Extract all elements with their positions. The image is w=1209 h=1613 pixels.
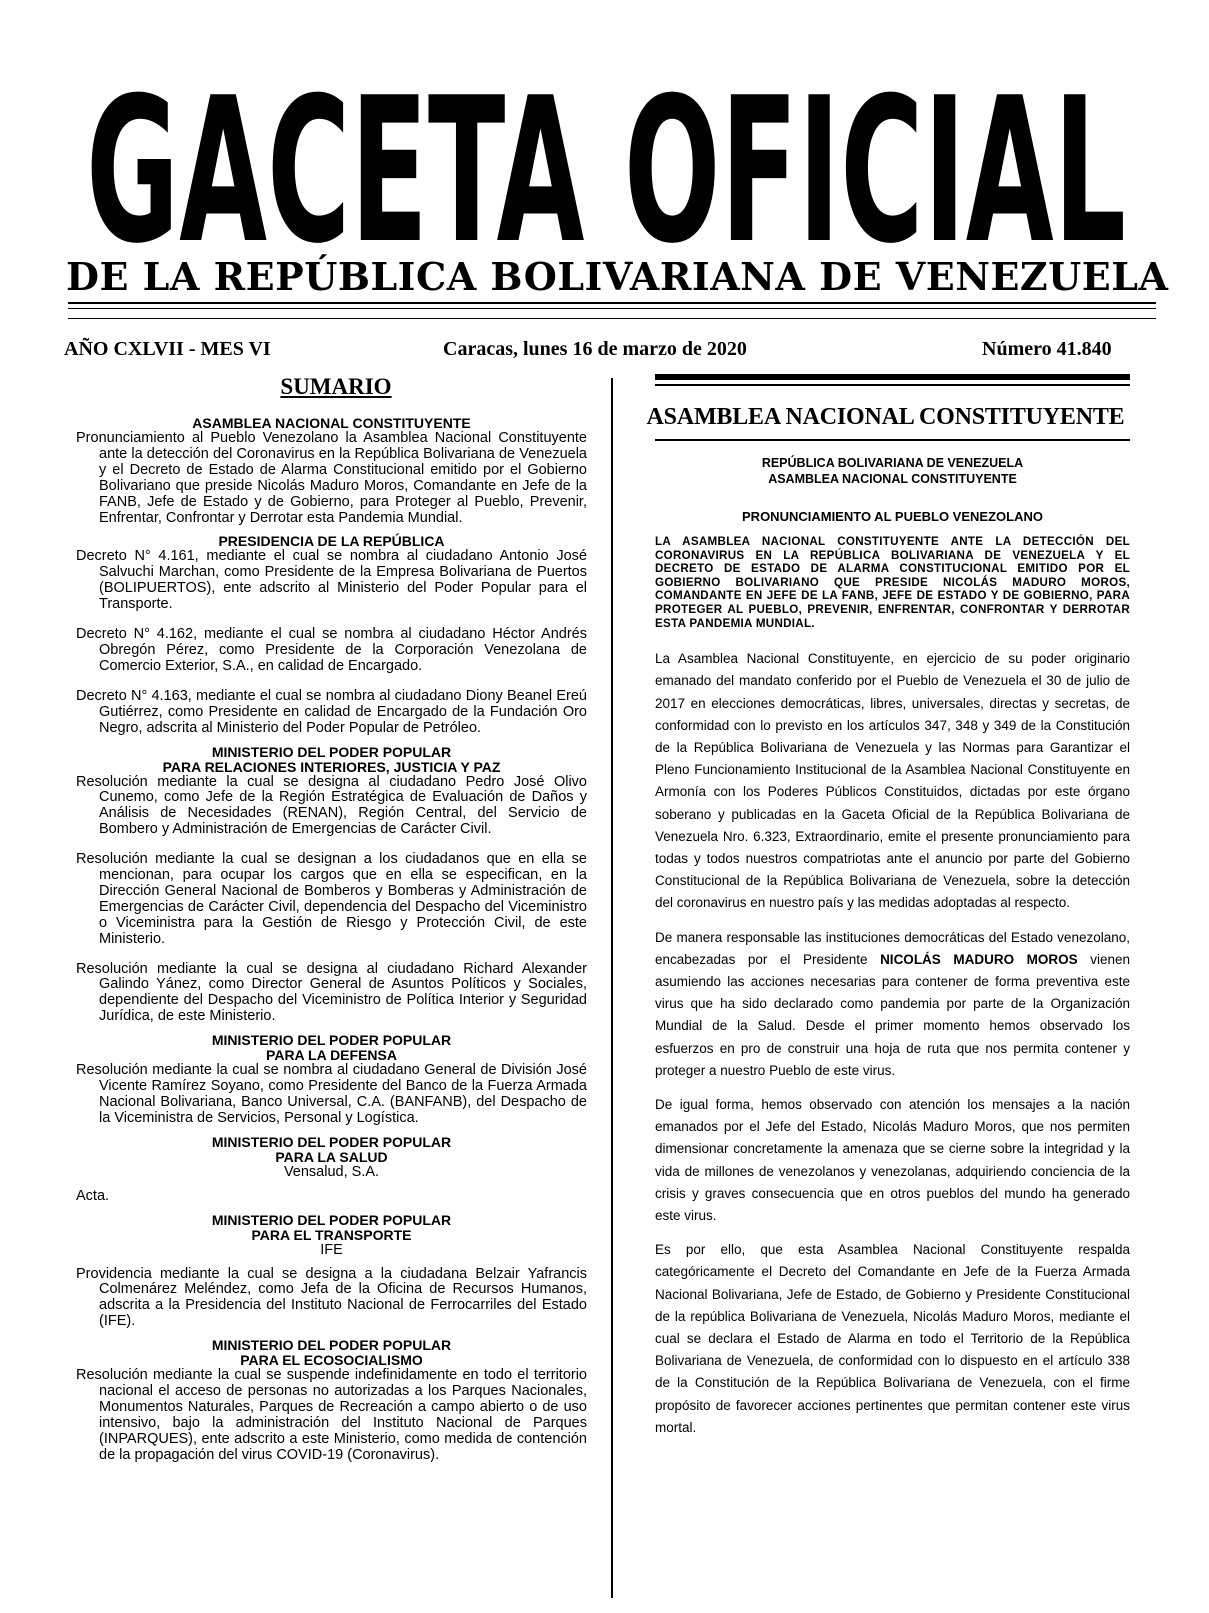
sumario-entry: Acta. [76,1187,110,1204]
pronouncement-intro: LA ASAMBLEA NACIONAL CONSTITUYENTE ANTE LA DETECCIÓN DEL CORONAVIRUS EN LA REPÚBLICA BOLIVARIANA DE VENEZUELA Y EL DECRETO DE ESTADO DE ALARMA CONSTITUCIONAL EMITIDO POR EL GOBIERNO BOLIVARIANO QUE PRESIDE NICOLÁS MADURO MOROS, COMANDANTE EN JEFE DE LA FANB, JEFE DE ESTADO Y DE GOBIERNO, PARA PROTEGER AL PUEBLO, PREVENIR, ENFRENTAR, CONFRONTAR Y DERROTAR ESTA PANDEMIA MUNDIAL. [655,535,1130,630]
header-rule-mid [68,318,1156,319]
article-paragraph: La Asamblea Nacional Constituyente, en ejercicio de su poder originario emanado del mandato conferido por el Pueblo de Venezuela el 30 de julio de 2017 en elecciones democráticas, libres, universales, directas y secretas, de conformidad con lo previsto en los artículos 347, 348 y 349 de la Constitución de la República Bolivariana de Venezuela y las Normas para Garantizar el Pleno Funcionamiento Institucional de la Asamblea Nacional Constituyente en Armonía con los Poderes Públicos Constituidos, dictadas por este órgano soberano y publicadas en la Gaceta Oficial de la República Bolivariana de Venezuela Nro. 6.323, Extraordinario, emite el presente pronunciamiento para todas y todos nuestros compatriotas ante el anuncio por parte del Gobierno Constitucional de la República Bolivariana de Venezuela, sobre la detección del coronavirus en nuestro país y las medidas adoptadas al respecto. [655,651,1130,911]
sumario-subheading: Vensalud, S.A. [283,1163,380,1180]
header-rule-top-thin [68,308,1156,309]
article-section-title: ASAMBLEA NACIONAL CONSTITUYENTE [646,404,1125,430]
sumario-section-heading: PRESIDENCIA DE LA REPÚBLICA [218,533,445,550]
article-paragraph [655,927,1130,1082]
sumario-section-heading: MINISTERIO DEL PODER POPULAR [211,1133,452,1150]
sumario-entry: Resolución mediante la cual se designa al ciudadano Pedro José Olivo Cunemo, como Jefe de la Región Estratégica de Evaluación de Daños y Análisis de Necesidades (RENAN), Región Central, del Servicio de Bombero y Administración de Emergencias de Carácter Civil. [76,773,587,838]
paragraph-text: vienen asumiendo las acciones necesarias para contener de forma preventiva este virus que ha sido declarado como pandemia por parte de la Organización Mundial de la Salud. Desde el primer momento hemos observado los esfuerzos en pro de construir una hoja de ruta que nos permita contener y proteger a nuestro Pueblo de este virus. [655,951,1130,1078]
sumario-section-heading: PARA LA SALUD [275,1148,388,1165]
sumario-subheading: IFE [320,1241,343,1258]
article-column [646,374,1130,1439]
sumario-title: SUMARIO [280,374,392,399]
sumario-section-heading: MINISTERIO DEL PODER POPULAR [211,1032,452,1049]
issue-date: Caracas, lunes 16 de marzo de 2020 [443,338,747,360]
sumario-section-heading: ASAMBLEA NACIONAL CONSTITUYENTE [192,415,471,431]
sumario-section-heading: MINISTERIO DEL PODER POPULAR [211,743,452,760]
article-paragraph: Es por ello, que esta Asamblea Nacional Constituyente respalda categóricamente el Decreto del Comandante en Jefe de la Fuerza Armada Nacional Bolivariana, Jefe de Estado, de Gobierno y Presidente Constitucional de la república Bolivariana de Venezuela, Nicolás Maduro Moros, mediante el cual se declara el Estado de Alarma en todo el Territorio de la República Bolivariana de Venezuela, de conformidad con lo dispuesto en el artículo 338 de la Constitución de la República Bolivariana de Venezuela, con el firme propósito de favorecer acciones pertinentes que permitan contener este virus mortal. [655,1242,1130,1435]
sumario-entry: Decreto N° 4.163, mediante el cual se nombra al ciudadano Diony Beanel Ereú Gutiérrez, como Presidente en calidad de Encargado de la Fundación Oro Negro, adscrita al Ministerio del Poder Popular de Petróleo. [76,687,587,736]
sumario-entry: Resolución mediante la cual se suspende indefinidamente en todo el territorio nacional el acceso de personas no autorizadas a los Parques Nacionales, Monumentos Naturales, Parques de Recreación a campo abierto o de uso intensivo, bajo la administración del Instituto Nacional de Parques (INPARQUES), ente adscrito a este Ministerio, como medida de contención de la propagación del virus COVID-19 (Coronavirus). [76,1367,587,1463]
masthead-logo [66,70,1146,248]
sumario-column [76,374,587,1464]
article-header-line2: ASAMBLEA NACIONAL CONSTITUYENTE [768,472,1017,486]
sumario-entry: Resolución mediante la cual se designan a los ciudadanos que en ella se mencionan, para ocupar los cargos que en ella se especifican, en la Dirección General Nacional de Bomberos y Bomberas y Administración de Emergencias de Carácter Civil, dependencia del Despacho del Viceministro o Viceministra para la Gestión de Riesgo y Protección Civil, de este Ministerio. [76,851,587,947]
sumario-section-heading: PARA EL ECOSOCIALISMO [240,1352,423,1369]
paragraph-text: De manera responsable las instituciones democráticas del Estado venezolano, encabezadas por el Presidente [655,929,1130,967]
sumario-section-heading: PARA RELACIONES INTERIORES, JUSTICIA Y PAZ [162,758,501,775]
sumario-entry: Decreto N° 4.162, mediante el cual se nombra al ciudadano Héctor Andrés Obregón Pérez, como Presidente de la Corporación Venezolana de Comercio Exterior, S.A., en calidad de Encargado. [76,626,587,674]
issue-number: Número 41.840 [982,338,1112,360]
sumario-section-heading: PARA LA DEFENSA [266,1047,397,1064]
masthead-subtitle: DE LA REPÚBLICA BOLIVARIANA DE VENEZUELA [66,254,1169,299]
sumario-entry: Pronunciamiento al Pueblo Venezolano la Asamblea Nacional Constituyente ante la detección del Coronavirus en la República Bolivariana de Venezuela y el Decreto de Estado de Alarma Constitucional emitido por el Gobierno Bolivariano que preside Nicolás Maduro Moros, Comandante en Jefe de la FANB, Jefe de Estado y de Gobierno, para Proteger al Pueblo, Prevenir, Enfrentar, Confrontar y Derrotar esta Pandemia Mundial. [76,430,587,526]
sumario-section-heading: PARA EL TRANSPORTE [251,1226,412,1243]
sumario-section-heading: MINISTERIO DEL PODER POPULAR [211,1211,452,1228]
president-name: NICOLÁS MADURO MOROS [880,951,1078,967]
article-rule-thick [655,374,1130,380]
column-divider [611,378,613,1598]
sumario-entry: Decreto N° 4.161, mediante el cual se nombra al ciudadano Antonio José Salvuchi Marchan, como Presidente de la Empresa Bolivariana de Puertos (BOLIPUERTOS), ente adscrito al Ministerio del Poder Popular para el Transporte. [76,548,587,613]
article-header-line1: REPÚBLICA BOLIVARIANA DE VENEZUELA [761,456,1024,470]
article-rule-thin [655,384,1130,386]
sumario-entry: Resolución mediante la cual se nombra al ciudadano General de División José Vicente Ramírez Soyano, como Presidente del Banco de la Fuerza Armada Nacional Bolivariana, Banco Universal, C.A. (BANFANB), del Despacho de la Viceministra de Servicios, Personal y Logística. [76,1062,587,1126]
sumario-entry: Providencia mediante la cual se designa a la ciudadana Belzair Yafrancis Colmenárez Meléndez, como Jefa de la Oficina de Recursos Humanos, adscrita a la Presidencia del Instituto Nacional de Ferrocarriles del Estado (IFE). [76,1265,587,1330]
masthead-title: GACETA OFICIAL [86,70,1126,248]
header-rule-top [68,302,1156,304]
sumario-entry: Resolución mediante la cual se designa al ciudadano Richard Alexander Galindo Yánez, como Director General de Asuntos Políticos y Sociales, dependiente del Despacho del Viceministro de Política Interior y Seguridad Jurídica, de este Ministerio. [76,960,587,1025]
article-paragraph: De igual forma, hemos observado con atención los mensajes a la nación emanados por el Jefe del Estado, Nicolás Maduro Moros, que nos permiten dimensionar concretamente la amenaza que se cierne sobre la integridad y la vida de millones de venezolanos y venezolanas, adquiriendo conciencia de la crisis y graves consecuencia que en otros pueblos del mundo ha generado este virus. [655,1097,1130,1224]
pronouncement-title: PRONUNCIAMIENTO AL PUEBLO VENEZOLANO [742,509,1043,524]
sumario-section-heading: MINISTERIO DEL PODER POPULAR [211,1337,452,1354]
year-month: AÑO CXLVII - MES VI [64,338,271,360]
